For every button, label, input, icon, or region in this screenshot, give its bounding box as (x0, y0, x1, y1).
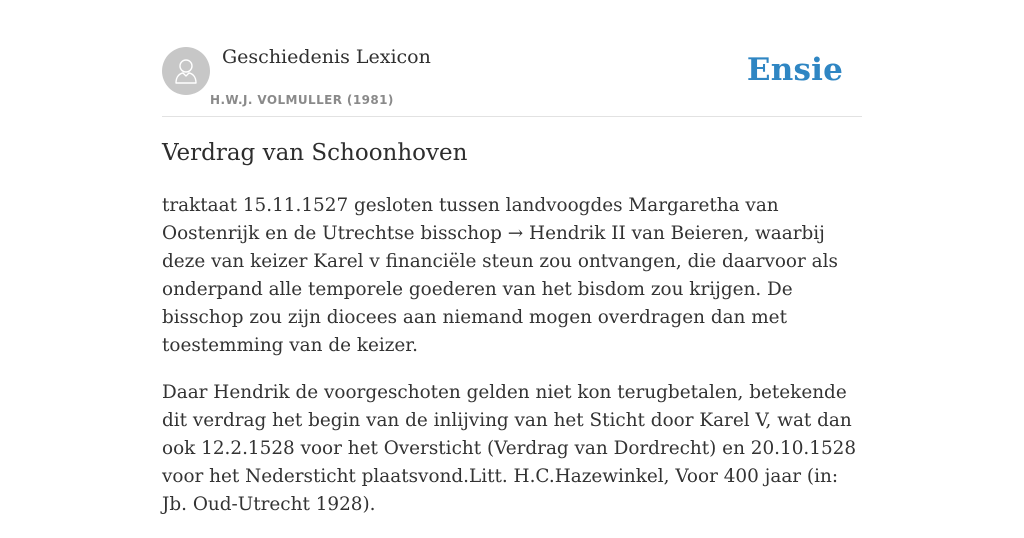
brand-logo[interactable]: Ensie (746, 52, 843, 88)
entry-header (162, 0, 862, 117)
user-silhouette-icon (173, 57, 199, 85)
body-paragraph: Daar Hendrik de voorgeschoten gelden niet kon terugbetalen, betekende dit verdrag het begin van de inlijving van het Sticht door Karel V, wat dan ook 12.2.1528 voor het Oversticht (Verdrag van Dordrecht) en 20.10.1528 voor het Nedersticht plaatsvond.Litt. H.C.Hazewinkel, Voor 400 jaar (in: Jb. Oud-Utrecht 1928). (162, 382, 857, 515)
body-paragraph: traktaat 15.11.1527 gesloten tussen landvoogdes Margaretha van Oostenrijk en de Utrechtse bisschop → Hendrik II van Beieren, waarbij deze van keizer Karel v financiële steun zou ontvangen, die daarvoor als onderpand alle temporele goederen van het bisdom zou krijgen. De bisschop zou zijn diocees aan niemand mogen overdragen dan met toestemming van de keizer. (162, 195, 838, 356)
entry-card (162, 0, 862, 515)
entry-body (162, 192, 866, 538)
page-title: Verdrag van Schoonhoven (162, 140, 468, 166)
source-title[interactable]: Geschiedenis Lexicon (222, 46, 431, 68)
author-byline: H.W.J. VOLMULLER (1981) (210, 93, 394, 107)
avatar[interactable] (162, 47, 210, 95)
